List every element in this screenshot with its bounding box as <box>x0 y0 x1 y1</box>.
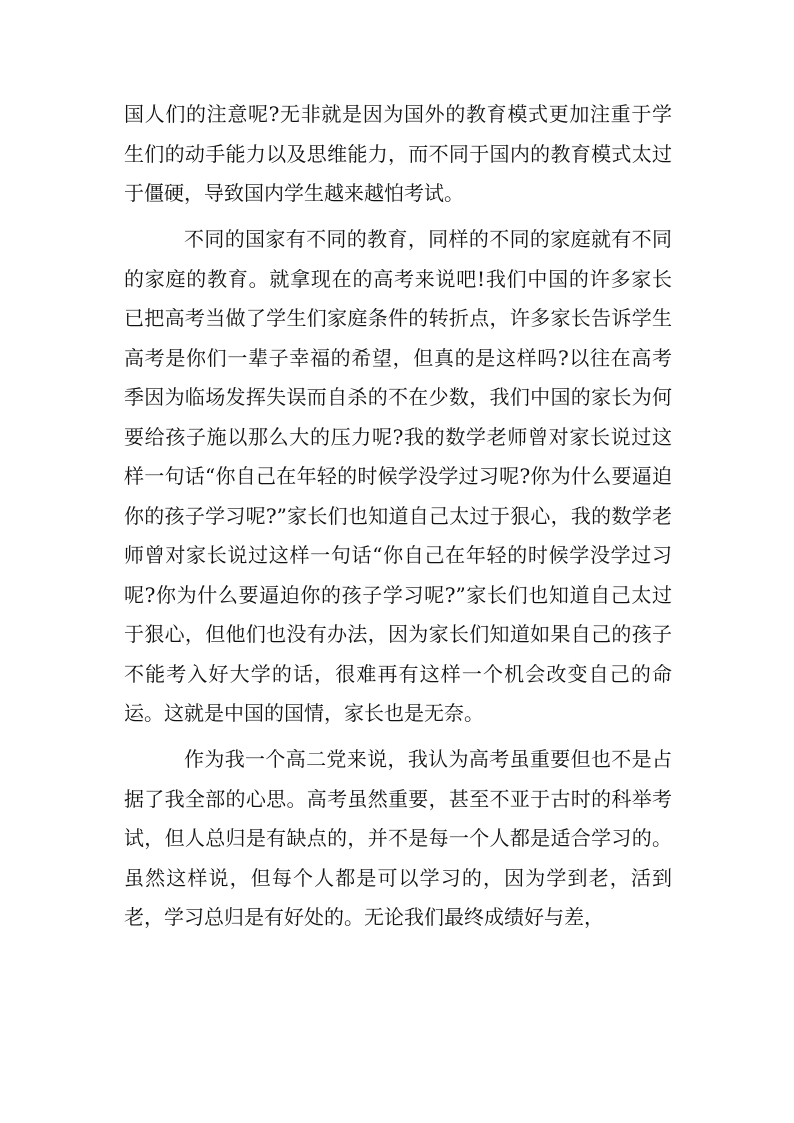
body-text <box>124 95 672 944</box>
paragraph-3: 作为我一个高二党来说，我认为高考虽重要但也不是占据了我全部的心思。高考虽然重要，甚至不亚于古时的科举考试，但人总归是有缺点的，并不是每一个人都是适合学习的。虽然这样说，但每个人都是可以学习的，因为学到老，活到老，学习总归是有好处的。无论我们最终成绩好与差， <box>124 747 672 929</box>
paragraph-1: 国人们的注意呢?无非就是因为国外的教育模式更加注重于学生们的动手能力以及思维能力，而不同于国内的教育模式太过于僵硬，导致国内学生越来越怕考试。 <box>124 102 672 205</box>
paragraph-2: 不同的国家有不同的教育，同样的不同的家庭就有不同的家庭的教育。就拿现在的高考来说吧!我们中国的许多家长已把高考当做了学生们家庭条件的转折点，许多家长告诉学生高考是你们一辈子幸福的希望，但真的是这样吗?以往在高考季因为临场发挥失误而自杀的不在少数，我们中国的家长为何要给孩子施以那么大的压力呢?我的数学老师曾对家长说过这样一句话“你自己在年轻的时候学没学过习呢?你为什么要逼迫你的孩子学习呢?”家长们也知道自己太过于狠心，我的数学老师曾对家长说过这样一句话“你自己在年轻的时候学没学过习呢?你为什么要逼迫你的孩子学习呢?”家长们也知道自己太过于狠心，但他们也没有办法，因为家长们知道如果自己的孩子不能考入好大学的话，很难再有这样一个机会改变自己的命运。这就是中国的国情，家长也是无奈。 <box>124 227 672 725</box>
